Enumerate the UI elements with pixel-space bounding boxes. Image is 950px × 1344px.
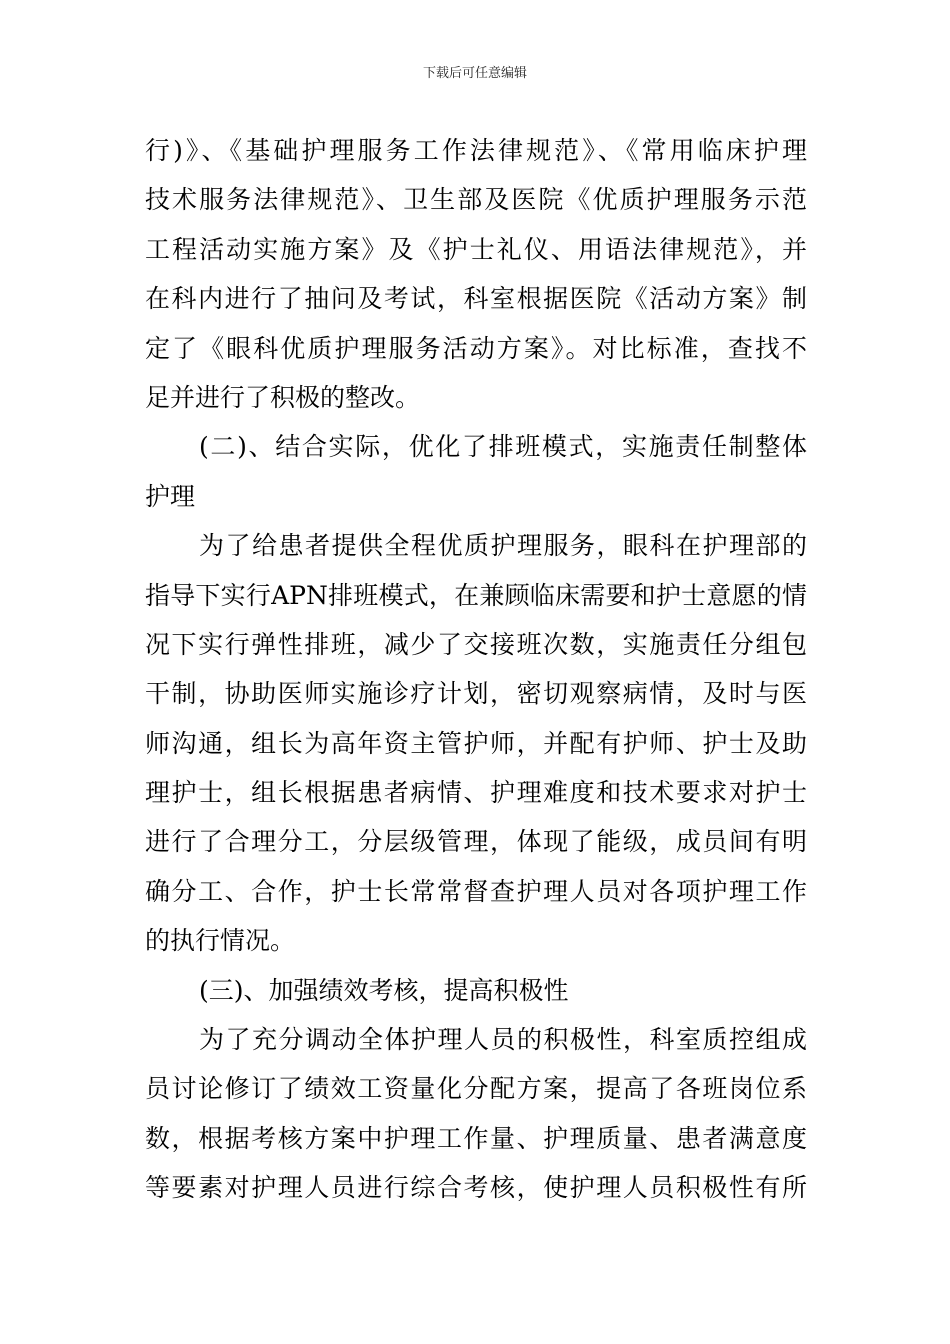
text-line: 师沟通，组长为高年资主管护师，并配有护师、护士及助	[145, 728, 807, 758]
section-heading-line: (三)、加强绩效考核，提高积极性	[199, 975, 569, 1005]
text-line: 确分工、合作，护士长常常督查护理人员对各项护理工作	[145, 876, 807, 906]
text-line: 的执行情况。	[145, 926, 296, 956]
text-line: 员讨论修订了绩效工资量化分配方案，提高了各班岗位系	[145, 1074, 807, 1104]
text-line: 为了充分调动全体护理人员的积极性，科室质控组成	[199, 1025, 807, 1055]
text-line: 行)》、《基础护理服务工作法律规范》、《常用临床护理	[145, 136, 807, 165]
text-line: 等要素对护理人员进行综合考核，使护理人员积极性有所	[145, 1173, 807, 1203]
text-line: 技术服务法律规范》、卫生部及医院《优质护理服务示范	[145, 185, 807, 215]
text-line: 理护士，组长根据患者病情、护理难度和技术要求对护士	[145, 778, 807, 808]
section-heading-line: 护理	[145, 481, 196, 511]
text-line: 数，根据考核方案中护理工作量、护理质量、患者满意度	[145, 1123, 807, 1153]
text-line: 指导下实行APN排班模式，在兼顾临床需要和护士意愿的情	[145, 580, 807, 610]
text-line: 定了《眼科优质护理服务活动方案》。对比标准，查找不	[145, 333, 807, 363]
text-line: 况下实行弹性排班，减少了交接班次数，实施责任分组包	[145, 629, 807, 659]
text-line: 在科内进行了抽问及考试，科室根据医院《活动方案》制	[145, 284, 807, 314]
text-line: 干制，协助医师实施诊疗计划，密切观察病情，及时与医	[145, 679, 807, 709]
document-body	[145, 126, 807, 1213]
text-line: 进行了合理分工，分层级管理，体现了能级，成员间有明	[145, 827, 807, 857]
text-line: 工程活动实施方案》及《护士礼仪、用语法律规范》，并	[145, 234, 807, 264]
text-line: 为了给患者提供全程优质护理服务，眼科在护理部的	[199, 531, 807, 561]
page-header: 下载后可任意编辑	[422, 66, 527, 81]
section-heading-line: (二)、结合实际，优化了排班模式，实施责任制整体	[199, 432, 807, 462]
text-line: 足并进行了积极的整改。	[145, 382, 421, 412]
